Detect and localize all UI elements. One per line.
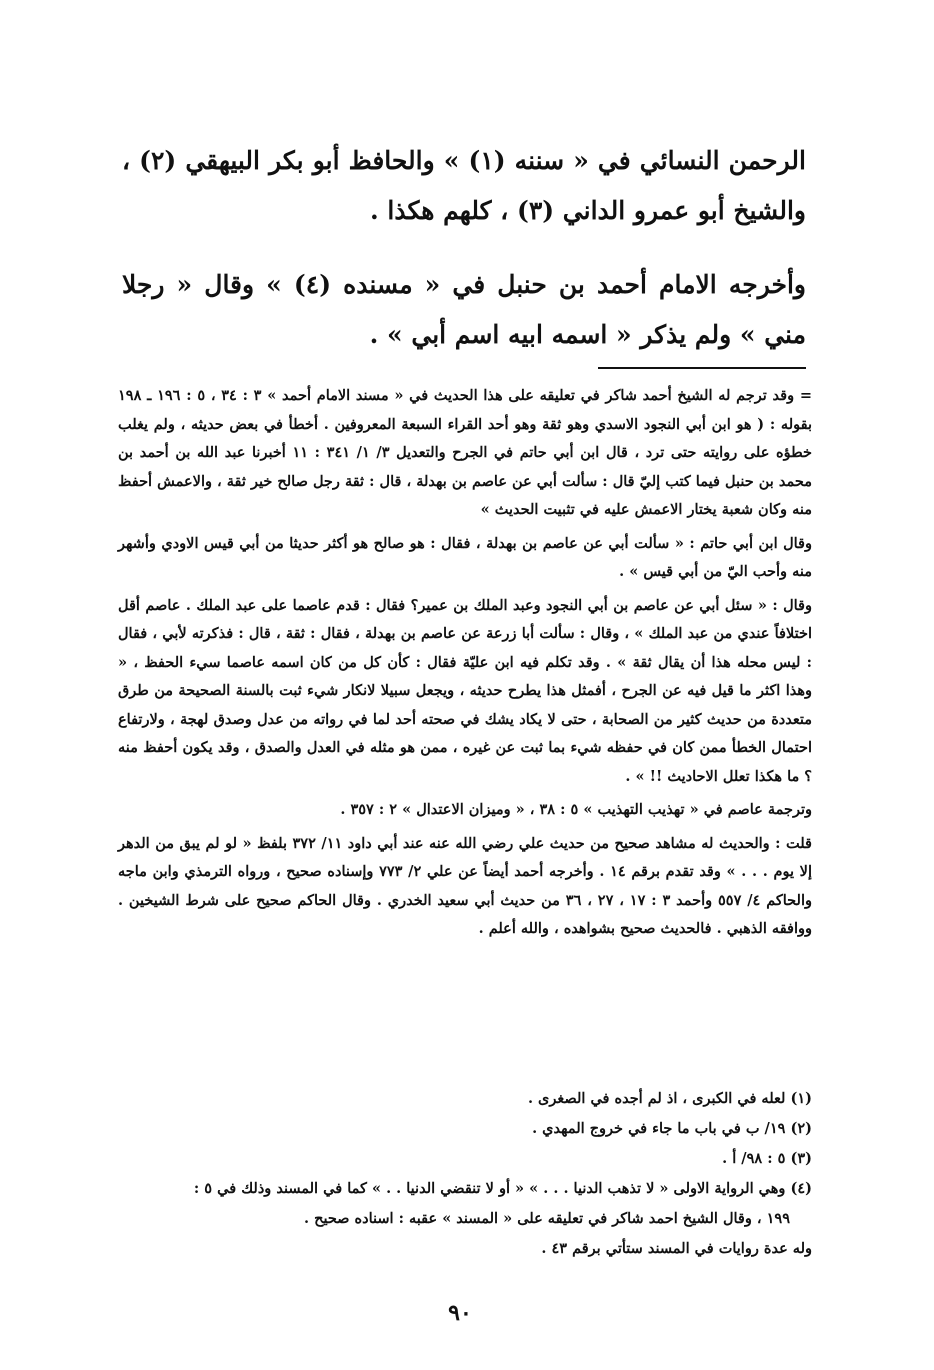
note-paragraph: وترجمة عاصم في « تهذيب التهذيب » ٥ : ٣٨ ، « وميزان الاعتدال » ٢ : ٣٥٧ . bbox=[340, 801, 812, 818]
footnotes bbox=[118, 1084, 812, 1264]
footnote-4-extra: وله عدة روايات في المسند ستأتي برقم ٤٣ . bbox=[541, 1240, 812, 1257]
footnote-4: (٤) وهي الرواية الاولى « لا تذهب الدنيا . . . » « أو لا تنقضي الدنيا . . » كما في المسند وذلك في ٥ : bbox=[193, 1180, 812, 1197]
note-paragraph: وقال : « سئل أبي عن عاصم بن أبي النجود وعبد الملك بن عمير؟ فقال : قدم عاصما على عبد الملك . عاصم أقل اختلافاً عندي من عبد الملك » ، وقال : سألت أبا زرعة عن عاصم بن بهدلة ، فقال : ثقة ، قال : فذكرته لأبي ، فقال : ليس محله هذا أن يقال ثقة » . وقد تكلم فيه ابن عليّة فقال : كأن كل من كان اسمه عاصما سيء الحفظ ، « وهذا اكثر ما قيل فيه عن الجرح ، أفمثل هذا يطرح حديثه ، ويجعل سبيلا لانكار شيء ثبت بالسنة الصحيحة من طرق متعددة من حديث كثير من الصحابة ، حتى لا يكاد يشك في صحته أحد لما في رواته من عدل وصدق لهجة ، ولارتفاع احتمال الخطأ ممن كان في حفظه شيء بما ثبت عن غيره ، ممن هو مثله في العدل والصدق ، وقد يكون أحفظ منه ؟ ما هكذا تعلل الاحاديث !! » . bbox=[118, 596, 812, 785]
footnote-3: (٣) ٥ : ٩٨/ أ . bbox=[722, 1150, 812, 1167]
footnote-divider bbox=[598, 367, 806, 369]
note-paragraph: قلت : والحديث له مشاهد صحيح من حديث علي رضي الله عنه عند أبي داود ١١/ ٣٧٢ بلفظ « لو لم يبق من الدهر إلا يوم . . . » وقد تقدم برقم ١٤ . وأخرجه أحمد أيضاً عن علي ٢/ ٧٧٣ وإسناده صحيح ، ورواه الترمذي وابن ماجه والحاكم ٤/ ٥٥٧ وأحمد ٣ : ١٧ ، ٢٧ ، ٣٦ من حديث أبي سعيد الخدري . وقال الحاكم صحيح على شرط الشيخين . ووافقه الذهبي . فالحديث صحيح بشواهده ، والله أعلم . bbox=[118, 834, 812, 937]
commentary-notes bbox=[118, 382, 812, 949]
note-paragraph: = وقد ترجم له الشيخ أحمد شاكر في تعليقه على هذا الحديث في « مسند الامام أحمد » ٣ : ٣٤ ، ٥ : ١٩٦ ـ ١٩٨ بقوله : ( هو ابن أبي النجود الاسدي وهو ثقة وهو أحد القراء السبعة المعروفين . أخطأ في بعض حديثه ، ولم يغلب خطؤه على روايته حتى ترد ، قال ابن أبي حاتم في الجرح والتعديل ٣/ ١/ ٣٤١ : ١١ أخبرنا عبد الله بن أحمد بن محمد بن حنبل فيما كتب إليّ قال : سألت أبي عن عاصم بن بهدلة ، قال : ثقة رجل صالح خير ثقة ، والاعمش أحفظ منه وكان شعبة يختار الاعمش عليه في تثبيت الحديث » bbox=[118, 387, 812, 518]
footnote-4-continued: ١٩٩ ، وقال الشيخ احمد شاكر في تعليقه على « المسند » عقبه : اسناده صحيح . bbox=[303, 1210, 790, 1227]
note-paragraph: وقال ابن أبي حاتم : « سألت أبي عن عاصم بن بهدلة ، فقال : هو صالح هو أكثر حديثا من أبي قيس الاودي وأشهر منه وأحب اليّ من أبي قيس » . bbox=[118, 534, 812, 580]
footnote-2: (٢) ١٩/ ب في باب ما جاء في خروج المهدي . bbox=[532, 1120, 812, 1137]
main-paragraph-1: الرحمن النسائي في « سننه (١) » والحافظ أبو بكر البيهقي (٢) ، والشيخ أبو عمرو الداني (٣) ، كلهم هكذا . bbox=[122, 146, 806, 225]
footnote-1: (١) لعله في الكبرى ، اذ لم أجده في الصغرى . bbox=[527, 1090, 812, 1107]
main-text bbox=[122, 136, 806, 360]
main-paragraph-2: وأخرجه الامام أحمد بن حنبل في « مسنده (٤) » وقال « رجلا مني » ولم يذكر « اسمه ابيه اسم أبي » . bbox=[122, 270, 806, 349]
page-number: ٩٠ bbox=[448, 1300, 472, 1326]
